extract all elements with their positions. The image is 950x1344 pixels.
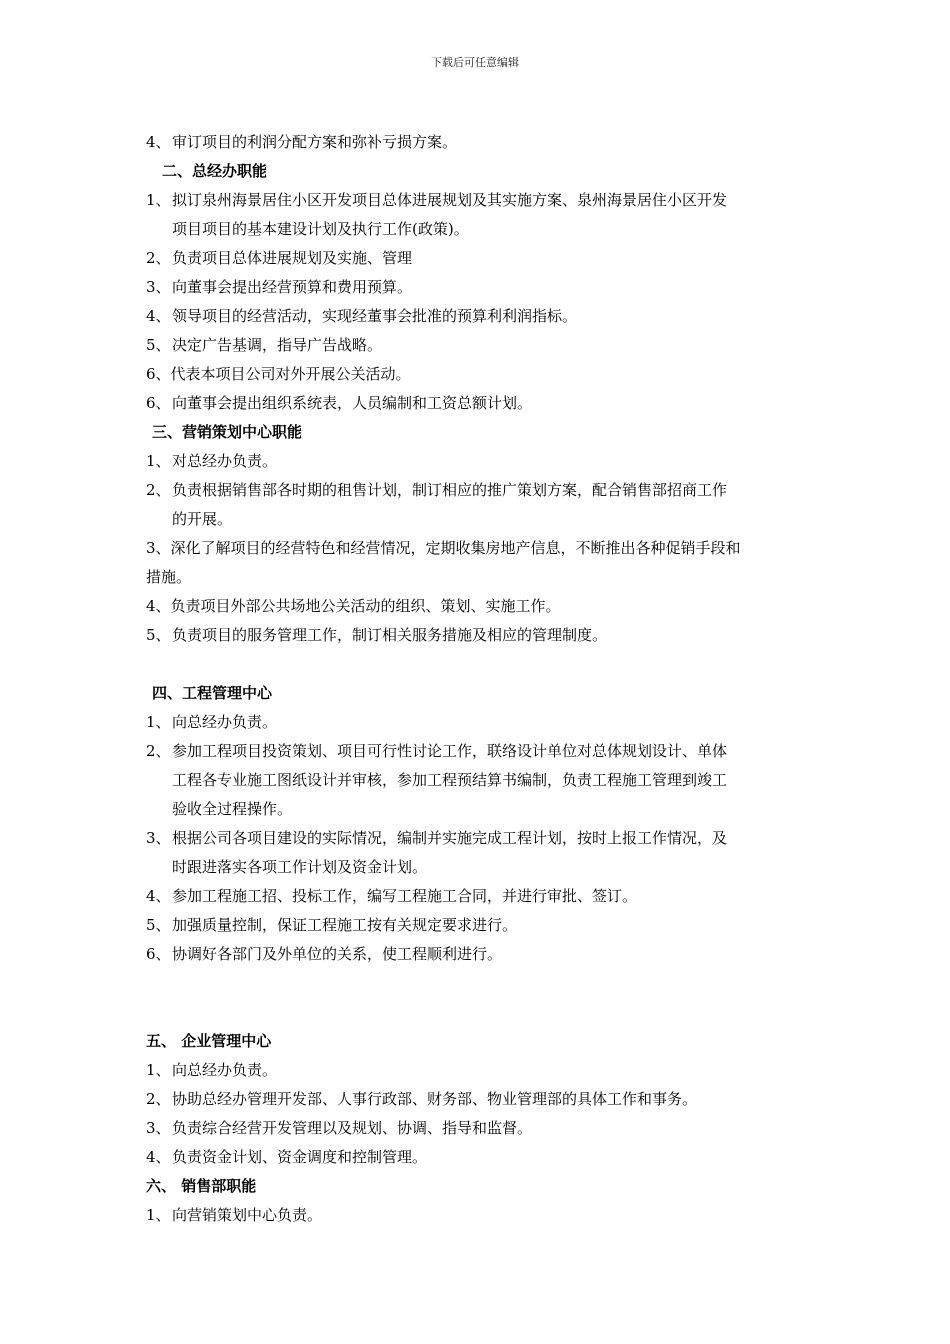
item-number: 2、 xyxy=(146,249,171,267)
list-item xyxy=(146,476,810,505)
item-text: 参加工程施工招、投标工作，编写工程施工合同，并进行审批、签订。 xyxy=(172,887,638,905)
item-text: 参加工程项目投资策划、项目可行性讨论工作，联络设计单位对总体规划设计、单体 xyxy=(172,742,728,760)
item-text: 向营销策划中心负责。 xyxy=(172,1206,323,1224)
page-header: 下载后可任意编辑 xyxy=(431,56,519,69)
section-heading-4: 四、工程管理中心 xyxy=(152,684,273,702)
item-continuation: 的开展。 xyxy=(172,510,233,528)
item-continuation: 项目项目的基本建设计划及执行工作(政策)。 xyxy=(172,220,469,238)
list-item xyxy=(146,186,810,215)
item-text: 根据公司各项目建设的实际情况，编制并实施完成工程计划，按时上报工作情况，及 xyxy=(172,829,728,847)
list-item xyxy=(146,940,810,969)
item-text: 向总经办负责。 xyxy=(172,713,278,731)
list-item xyxy=(146,737,810,766)
item-number: 2、 xyxy=(146,481,171,499)
section-heading-5: 五、 企业管理中心 xyxy=(146,1032,272,1050)
item-text: 拟订泉州海景居住小区开发项目总体进展规划及其实施方案、泉州海景居住小区开发 xyxy=(172,191,728,209)
list-item xyxy=(146,621,810,650)
item-number: 3、 xyxy=(146,278,171,296)
item-text: 负责项目总体进展规划及实施、管理 xyxy=(172,249,413,267)
list-item xyxy=(146,128,810,157)
item-text: 向董事会提出组织系统表，人员编制和工资总额计划。 xyxy=(172,394,533,412)
item-text: 审订项目的利润分配方案和弥补亏损方案。 xyxy=(172,133,458,151)
item-number: 4、 xyxy=(146,133,171,151)
item-text: 向董事会提出经营预算和费用预算。 xyxy=(172,278,413,296)
item-number: 5、 xyxy=(146,626,171,644)
list-item xyxy=(146,389,810,418)
list-item xyxy=(146,1201,810,1230)
item-text: 协调好各部门及外单位的关系，使工程顺利进行。 xyxy=(172,945,503,963)
item-number: 2、 xyxy=(146,742,171,760)
item-number: 6、 xyxy=(146,945,171,963)
list-item xyxy=(146,911,810,940)
document-body xyxy=(146,128,810,1230)
item-number: 6、 xyxy=(146,394,171,412)
item-number: 4、 xyxy=(146,887,171,905)
item-number: 6、 xyxy=(146,365,171,383)
item-text: 负责资金计划、资金调度和控制管理。 xyxy=(172,1148,428,1166)
item-text: 负责根据销售部各时期的租售计划，制订相应的推广策划方案，配合销售部招商工作 xyxy=(172,481,728,499)
list-item xyxy=(146,273,810,302)
item-text: 负责项目的服务管理工作，制订相关服务措施及相应的管理制度。 xyxy=(172,626,608,644)
list-item: 3、深化了解项目的经营特色和经营情况，定期收集房地产信息，不断推出各种促销手段和 xyxy=(146,539,741,557)
item-number: 4、 xyxy=(146,1148,171,1166)
item-continuation: 措施。 xyxy=(146,568,192,586)
item-continuation: 验收全过程操作。 xyxy=(172,800,293,818)
item-text: 对总经办负责。 xyxy=(172,452,278,470)
list-item: 4、负责项目外部公共场地公关活动的组织、策划、实施工作。 xyxy=(146,597,561,615)
section-heading-6: 六、 销售部职能 xyxy=(146,1177,257,1195)
item-number: 1、 xyxy=(146,452,171,470)
item-number: 5、 xyxy=(146,916,171,934)
item-number: 5、 xyxy=(146,336,171,354)
list-item xyxy=(146,708,810,737)
section-heading-2: 二、总经办职能 xyxy=(162,162,268,180)
item-number: 3、 xyxy=(146,1119,171,1137)
list-item xyxy=(146,1114,810,1143)
item-continuation: 时跟进落实各项工作计划及资金计划。 xyxy=(172,858,428,876)
list-item xyxy=(146,824,810,853)
item-text: 负责综合经营开发管理以及规划、协调、指导和监督。 xyxy=(172,1119,533,1137)
item-text: 向总经办负责。 xyxy=(172,1061,278,1079)
blank-lines xyxy=(146,969,810,1027)
list-item xyxy=(146,1056,810,1085)
list-item xyxy=(146,244,810,273)
item-text: 协助总经办管理开发部、人事行政部、财务部、物业管理部的具体工作和事务。 xyxy=(172,1090,698,1108)
list-item xyxy=(146,302,810,331)
list-item xyxy=(146,331,810,360)
item-number: 3、 xyxy=(146,829,171,847)
item-number: 1、 xyxy=(146,713,171,731)
list-item xyxy=(146,447,810,476)
item-number: 2、 xyxy=(146,1090,171,1108)
item-text: 代表本项目公司对外开展公关活动。 xyxy=(170,365,411,383)
list-item xyxy=(146,360,810,389)
item-number: 1、 xyxy=(146,191,171,209)
item-text: 领导项目的经营活动，实现经董事会批准的预算利利润指标。 xyxy=(172,307,578,325)
list-item xyxy=(146,882,810,911)
list-item xyxy=(146,1143,810,1172)
item-number: 4、 xyxy=(146,307,171,325)
item-continuation: 工程各专业施工图纸设计并审核，参加工程预结算书编制，负责工程施工管理到竣工 xyxy=(172,771,728,789)
item-text: 决定广告基调，指导广告战略。 xyxy=(172,336,383,354)
section-heading-3: 三、营销策划中心职能 xyxy=(152,423,303,441)
item-number: 1、 xyxy=(146,1206,171,1224)
list-item xyxy=(146,1085,810,1114)
item-text: 加强质量控制，保证工程施工按有关规定要求进行。 xyxy=(172,916,518,934)
item-number: 1、 xyxy=(146,1061,171,1079)
blank-line xyxy=(146,650,810,679)
